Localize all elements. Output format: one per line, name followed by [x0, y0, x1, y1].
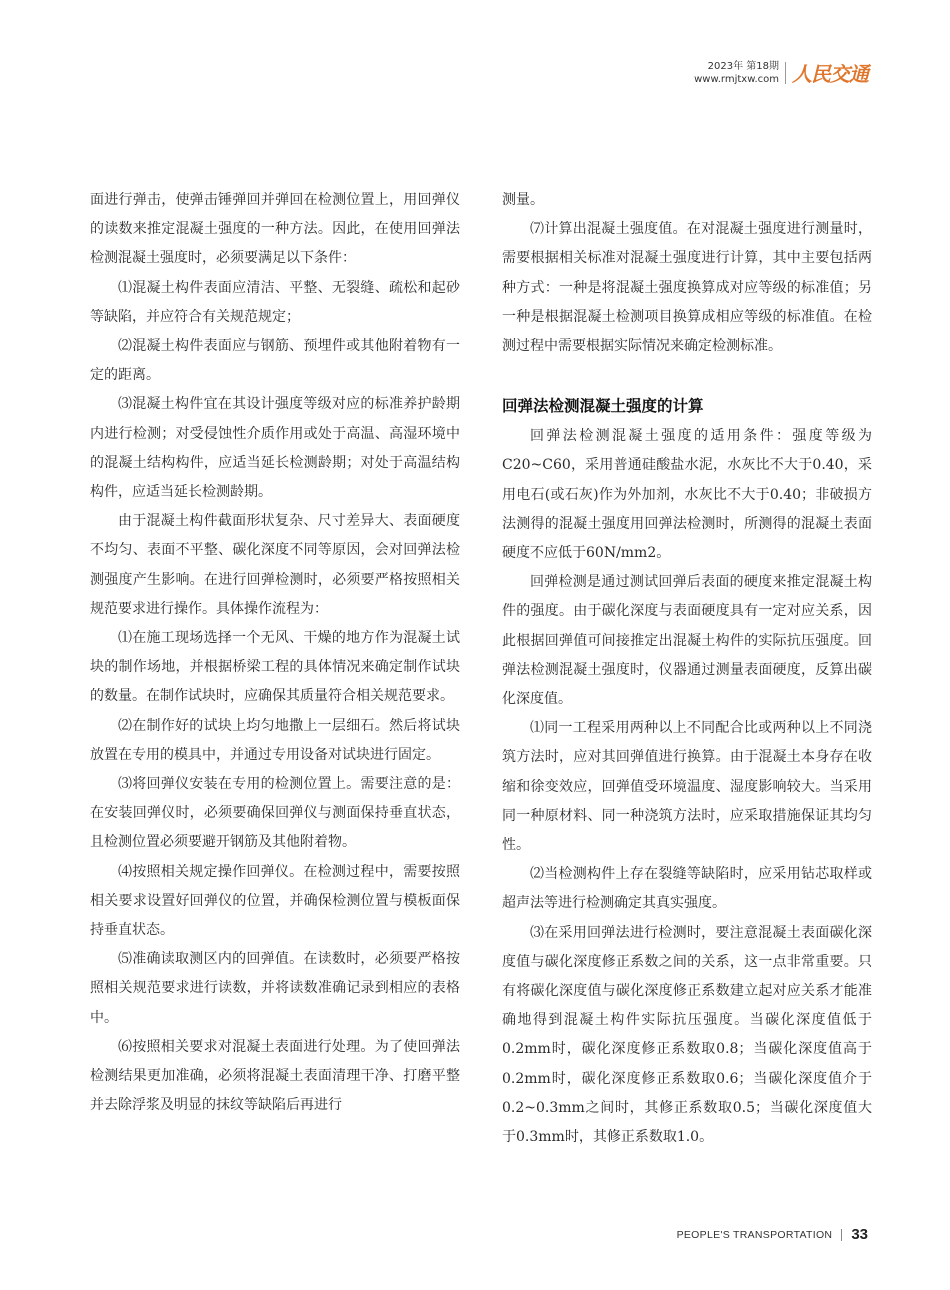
paragraph: ⑹按照相关要求对混凝土表面进行处理。为了使回弹法检测结果更加准确，必须将混凝土表面清理干净、打磨平整并去除浮浆及明显的抹纹等缺陷后再进行 [90, 1038, 460, 1114]
page-header [694, 58, 868, 87]
paragraph: 回弹法检测混凝土强度的适用条件：强度等级为C20~C60，采用普通硅酸盐水泥，水灰比不大于0.40，采用电石(或石灰)作为外加剂，水灰比不大于0.40；非破损方法测得的混凝土强度用回弹法检测时，所测得的混凝土表面硬度不应低于60N/mm2。 [502, 428, 872, 562]
paragraph: 面进行弹击，使弹击锤弹回并弹回在检测位置上，用回弹仪的读数来推定混凝土强度的一种方法。因此，在使用回弹法检测混凝土强度时，必须要满足以下条件： [90, 192, 460, 267]
page-footer [677, 1226, 868, 1243]
paragraph: ⑷按照相关规定操作回弹仪。在检测过程中，需要按照相关要求设置好回弹仪的位置，并确保检测位置与模板面保持垂直状态。 [90, 863, 460, 939]
website-url: www.rmjtxw.com [694, 73, 779, 85]
paragraph: 回弹检测是通过测试回弹后表面的硬度来推定混凝土构件的强度。由于碳化深度与表面硬度具有一定对应关系，因此根据回弹值可间接推定出混凝土构件的实际抗压强度。回弹法检测混凝土强度时，仪器通过测量表面硬度，反算出碳化深度值。 [502, 574, 872, 708]
issue-label: 2023年 第18期 [707, 60, 779, 72]
paragraph: ⑶在采用回弹法进行检测时，要注意混凝土表面碳化深度值与碳化深度修正系数之间的关系，这一点非常重要。只有将碳化深度值与碳化深度修正系数建立起对应关系才能准确地得到混凝土构件实际抗压强度。当碳化深度值低于0.2mm时，碳化深度修正系数取0.8；当碳化深度值高于0.2mm时，碳化深度修正系数取0.6；当碳化深度值介于0.2~0.3mm之间时，其修正系数取0.5；当碳化深度值大于0.3mm时，其修正系数取1.0。 [502, 924, 872, 1146]
journal-name-footer: PEOPLE'S TRANSPORTATION [676, 1228, 833, 1241]
paragraph: ⑵混凝土构件表面应与钢筋、预埋件或其他附着物有一定的距离。 [90, 338, 460, 384]
page-number: 33 [851, 1226, 868, 1243]
paragraph: ⑶将回弹仪安装在专用的检测位置上。需要注意的是：在安装回弹仪时，必须要确保回弹仪与测面保持垂直状态，且检测位置必须要避开钢筋及其他附着物。 [90, 776, 460, 851]
paragraph: 测量。 [502, 192, 544, 208]
right-column [502, 186, 872, 1152]
paragraph: 由于混凝土构件截面形状复杂、尺寸差异大、表面硬度不均匀、表面不平整、碳化深度不同等原因，会对回弹法检测强度产生影响。在进行回弹检测时，必须要严格按照相关规范要求进行操作。具体操作流程为： [90, 513, 460, 617]
paragraph: ⑴在施工现场选择一个无风、干燥的地方作为混凝土试块的制作场地，并根据桥梁工程的具体情况来确定制作试块的数量。在制作试块时，应确保其质量符合相关规范要求。 [90, 630, 460, 705]
header-divider [785, 62, 786, 84]
left-column [90, 186, 460, 1121]
paragraph: ⑴同一工程采用两种以上不同配合比或两种以上不同浇筑方法时，应对其回弹值进行换算。由于混凝土本身存在收缩和徐变效应，回弹值受环境温度、湿度影响较大。当采用同一种原材料、同一种浇筑方法时，应采取措施保证其均匀性。 [502, 720, 872, 854]
journal-logo: 人民交通 [792, 62, 868, 86]
footer-divider [841, 1229, 842, 1241]
paragraph: ⑴混凝土构件表面应清洁、平整、无裂缝、疏松和起砂等缺陷，并应符合有关规范规定； [90, 279, 460, 325]
section-heading: 回弹法检测混凝土强度的计算 [502, 397, 704, 416]
paragraph: ⑵当检测构件上存在裂缝等缺陷时，应采用钻芯取样或超声法等进行检测确定其真实强度。 [502, 866, 872, 912]
paragraph: ⑵在制作好的试块上均匀地撒上一层细石。然后将试块放置在专用的模具中，并通过专用设备对试块进行固定。 [90, 717, 460, 763]
paragraph: ⑶混凝土构件宜在其设计强度等级对应的标准养护龄期内进行检测；对受侵蚀性介质作用或处于高温、高湿环境中的混凝土结构构件，应适当延长检测龄期；对处于高温结构构件，应适当延长检测龄期。 [90, 396, 460, 501]
paragraph: ⑸准确读取测区内的回弹值。在读数时，必须要严格按照相关规范要求进行读数，并将读数准确记录到相应的表格中。 [90, 951, 460, 1026]
paragraph: ⑺计算出混凝土强度值。在对混凝土强度进行测量时，需要根据相关标准对混凝土强度进行计算，其中主要包括两种方式：一种是将混凝土强度换算成对应等级的标准值；另一种是根据混凝土检测项目换算成相应等级的标准值。在检测过程中需要根据实际情况来确定检测标准。 [502, 221, 872, 355]
header-issue-info [694, 60, 779, 86]
